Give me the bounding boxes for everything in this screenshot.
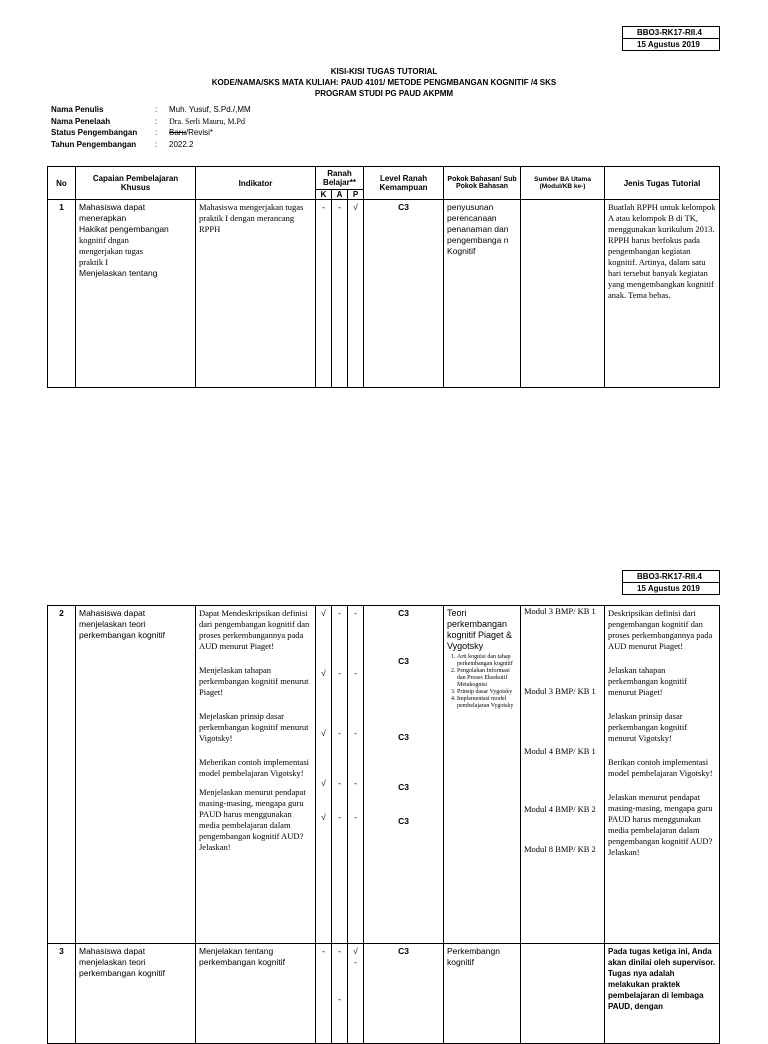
row1-capaian-line: Mahasiswa dapat <box>79 202 146 212</box>
header-capaian: Capaian Pembelajaran Khusus <box>76 167 196 200</box>
header-k: K <box>316 190 332 200</box>
row2-check: √ <box>321 608 326 618</box>
row2-dash: - <box>338 668 341 678</box>
document-meta <box>51 104 251 150</box>
row1-capaian-line: kognitif dngan <box>79 235 129 245</box>
row2-sumber-item: Modul 3 BMP/ KB 1 <box>524 686 596 696</box>
row3-p-value: √ <box>353 946 358 956</box>
row3-indikator: Menjelakan tentang perkembangan kognitif <box>196 944 316 1044</box>
header-jenis: Jenis Tugas Tutorial <box>605 167 720 200</box>
row2-indikator <box>196 606 316 944</box>
row3-pokok: Perkembangn kognitif <box>444 944 521 1044</box>
row1-capaian-line: praktik I <box>79 257 109 267</box>
document-date: 15 Agustus 2019 <box>623 38 719 50</box>
table-row-1 <box>48 200 720 388</box>
tahun-value: 2022.2 <box>169 139 194 149</box>
row2-jenis-item: Berikan contoh implementasi model pembelajaran Vigotsky! <box>608 757 713 778</box>
row3-sumber <box>521 944 605 1044</box>
heading-line-1: KISI-KISI TUGAS TUTORIAL <box>330 67 438 76</box>
row2-pokok-item: 1. Arti kognisi dan tahap perkembangan kognitif <box>457 654 517 668</box>
row2-dash: - <box>354 668 357 678</box>
row2-jenis-item: Jelaskan menurut pendapat masing-masing, mengapa guru PAUD harus menggunakan media pembelajaran dalam pengembangan kognitif AUD? Jelaskan! <box>608 792 713 857</box>
row1-sumber <box>521 200 605 388</box>
row2-k <box>316 606 332 944</box>
row2-check: √ <box>321 668 326 678</box>
status-label: Status Pengembangan <box>51 128 138 137</box>
row2-p <box>348 606 364 944</box>
row3-level: C3 <box>364 944 444 1044</box>
row2-jenis <box>605 606 720 944</box>
header-a: A <box>332 190 348 200</box>
document-heading <box>0 66 768 99</box>
row2-sumber-item: Modul 4 BMP/ KB 2 <box>524 804 596 814</box>
row3-k: - <box>316 944 332 1044</box>
row1-k: - <box>316 200 332 388</box>
row3-dash: - <box>354 957 357 967</box>
row1-capaian-line: Hakikat pengembangan <box>79 224 169 234</box>
tahun-label: Tahun Pengembangan <box>51 139 137 149</box>
document-date: 15 Agustus 2019 <box>623 582 719 594</box>
row2-sumber-item: Modul 8 BMP/ KB 2 <box>524 844 596 854</box>
row2-level <box>364 606 444 944</box>
row2-jenis-item: Deskripsikan definisi dari pengembangan kognitif dan proses perkembangannya pada AUD menurut Piaget! <box>608 608 713 651</box>
status-value <box>169 127 213 139</box>
row2-dash: - <box>338 728 341 738</box>
row3-p <box>348 944 364 1044</box>
row3-a <box>332 944 348 1044</box>
colon: : <box>155 105 158 114</box>
row3-a-value: - <box>338 946 341 956</box>
row2-dash: - <box>338 608 341 618</box>
colon: : <box>155 116 158 126</box>
header-level: Level Ranah Kemampuan <box>364 167 444 200</box>
header-indikator: Indikator <box>196 167 316 200</box>
colon: : <box>155 128 158 137</box>
header-p: P <box>348 190 364 200</box>
row2-capaian: Mahasiswa dapat menjelaskan teori perkembangan kognitif <box>76 606 196 944</box>
kisi-kisi-table-1 <box>47 166 720 388</box>
row1-p: √ <box>348 200 364 388</box>
row2-sumber-item: Modul 3 BMP/ KB 1 <box>524 606 596 616</box>
row2-pokok-item: 4. Implementasi model pembelajaran Vygotsky <box>457 696 517 710</box>
row2-indikator-item: Menjelaskan tahapan perkembangan kognitif menurut Piaget! <box>199 665 309 697</box>
status-revisi: /Revisi* <box>185 128 214 137</box>
row1-pokok: penyusunan perencanaan penanaman dan pengembanga n Kognitif <box>444 200 521 388</box>
row2-check: √ <box>321 778 326 788</box>
row2-indikator-item: Dapat Mendeskripsikan definisi dari pengembangan kognitif dan proses perkembangannya pada AUD menurut Piaget! <box>199 608 310 651</box>
heading-line-2: KODE/NAMA/SKS MATA KULIAH: PAUD 4101/ METODE PENGMBANGAN KOGNITIF /4 SKS <box>211 78 557 87</box>
document-code: BBO3-RK17-RII.4 <box>637 28 702 37</box>
row1-capaian <box>76 200 196 388</box>
colon: : <box>155 139 158 149</box>
row1-capaian-line: Menjelaskan tentang <box>79 268 158 278</box>
row2-indikator-item: Mejelaskan prinsip dasar perkembangan kognitif menurut Vigotsky! <box>199 711 309 743</box>
table-row-2 <box>48 606 720 944</box>
row2-no: 2 <box>48 606 76 944</box>
row2-level-item: C3 <box>398 732 409 742</box>
header-ranah: Ranah Belajar** <box>316 167 364 190</box>
row2-pokok <box>444 606 521 944</box>
document-code-box <box>622 26 720 51</box>
row2-level-item: C3 <box>398 816 409 826</box>
header-pokok: Pokok Bahasan/ Sub Pokok Bahasan <box>444 167 521 200</box>
row2-check: √ <box>321 728 326 738</box>
row2-level-item: C3 <box>398 608 409 618</box>
row2-indikator-item: Menjelaskan menurut pendapat masing-masing, mengapa guru PAUD harus menggunakan media pembelajaran dalam pengembangan kognitif AUD? Jelaskan! <box>199 787 306 852</box>
row2-pokok-item: 2. Pengolahan Informasi dan Proses Eksekutif Metakognisi <box>457 668 517 689</box>
penelaah-value: Dra. Serli Mauru, M.Pd <box>169 116 245 126</box>
row2-dash: - <box>338 778 341 788</box>
row3-no: 3 <box>48 944 76 1044</box>
row1-jenis: Buatlah RPPH untuk kelompok A atau kelompok B di TK, menggunakan kurikulum 2013. RPPH harus berfokus pada pengembangan kegiatan kognitif. Artinya, dalam satu hari tersebut banyak kegiatan yang mengembangkan kognitif anak. Tema bebas. <box>605 200 720 388</box>
row1-capaian-line: mengerjakan tugas <box>79 246 143 256</box>
penulis-value: Muh. Yusuf, S.Pd./,MM <box>169 105 251 114</box>
row1-capaian-line: menerapkan <box>79 213 127 223</box>
row2-pokok-list <box>447 654 517 710</box>
document-code-box-2 <box>622 570 720 595</box>
row2-level-item: C3 <box>398 782 409 792</box>
document-code: BBO3-RK17-RII.4 <box>637 572 702 581</box>
row2-pokok-title: Teori perkembangan kognitif Piaget & Vygotsky <box>447 608 513 651</box>
header-no: No <box>48 167 76 200</box>
table-row-3 <box>48 944 720 1044</box>
row2-pokok-item: 3. Prinsip dasar Vygotsky <box>457 689 517 696</box>
row2-dash: - <box>354 608 357 618</box>
row2-level-item: C3 <box>398 656 409 666</box>
row2-jenis-item: Jelaskan prinsip dasar perkembangan kognitif menurut Vigotsky! <box>608 711 688 743</box>
row1-a: - <box>332 200 348 388</box>
penulis-label: Nama Penulis <box>51 105 104 114</box>
kisi-kisi-table-2 <box>47 605 720 1044</box>
row2-dash: - <box>354 778 357 788</box>
row2-a <box>332 606 348 944</box>
row2-sumber-item: Modul 4 BMP/ KB 1 <box>524 746 596 756</box>
penelaah-label: Nama Penelaah <box>51 116 111 126</box>
row1-indikator: Mahasiswa mengerjakan tugas praktik I dengan merancang RPPH <box>196 200 316 388</box>
row2-dash: - <box>354 728 357 738</box>
row3-jenis: Pada tugas ketiga ini, Anda akan dinilai oleh supervisor. Tugas nya adalah melakukan praktek pembelajaran di lembaga PAUD, dengan <box>605 944 720 1044</box>
row2-jenis-item: Jelaskan tahapan perkembangan kognitif menurut Piaget! <box>608 665 688 697</box>
row2-dash: - <box>338 812 341 822</box>
row2-sumber <box>521 606 605 944</box>
heading-line-3: PROGRAM STUDI PG PAUD AKPMM <box>314 89 454 98</box>
row3-capaian: Mahasiswa dapat menjelaskan teori perkembangan kognitif <box>76 944 196 1044</box>
row2-check: √ <box>321 812 326 822</box>
row2-dash: - <box>354 812 357 822</box>
row3-dash: - <box>338 994 341 1004</box>
row1-level: C3 <box>364 200 444 388</box>
header-sumber: Sumber BA Utama (Modul/KB ke-) <box>521 167 605 200</box>
status-baru: Baru <box>169 128 186 137</box>
row1-no: 1 <box>48 200 76 388</box>
row2-indikator-item: Meberikan contoh implementasi model pembelajaran Vigotsky! <box>199 757 309 778</box>
